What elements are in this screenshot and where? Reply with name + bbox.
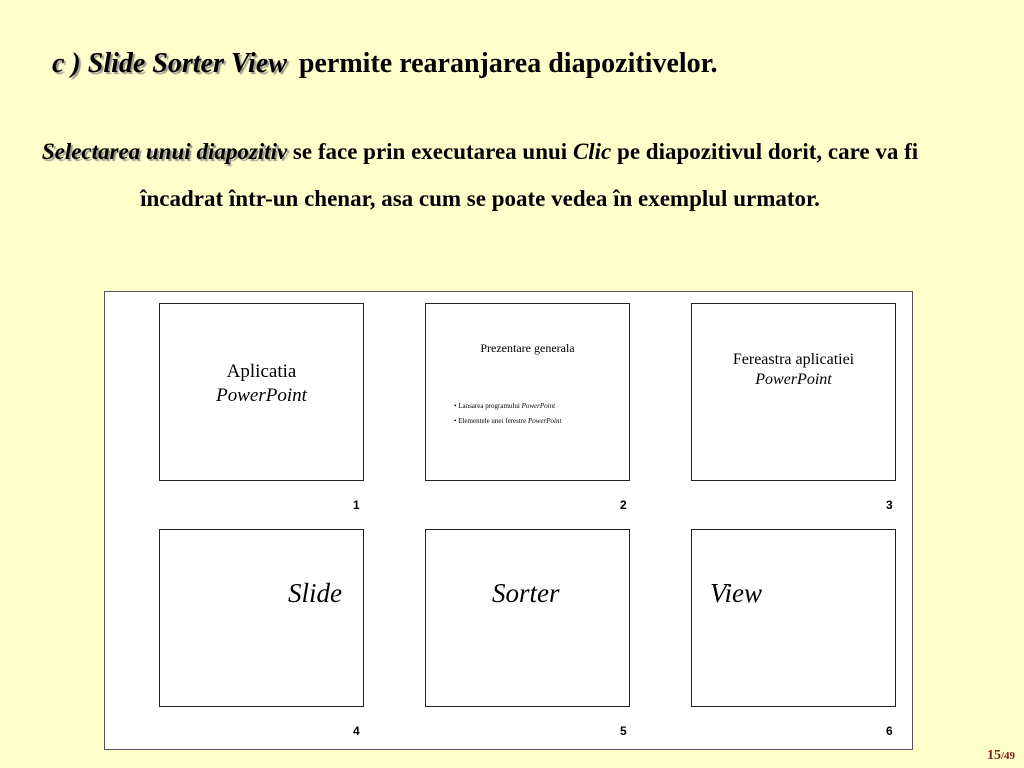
slide-number-1: 1 [353, 498, 360, 512]
slide-thumbnail-3[interactable] [691, 303, 896, 481]
slide-4-word: Slide [288, 578, 342, 608]
page-total: /49 [1000, 750, 1015, 762]
slide-sorter-panel [104, 291, 913, 750]
page-current: 15 [986, 748, 1001, 763]
heading [52, 48, 718, 80]
slide-thumbnail-2[interactable] [425, 303, 630, 481]
paragraph-clic: Clic [572, 139, 612, 164]
slide-2-bullet-2: • Elementele unei ferestre PowerPoint [454, 417, 562, 425]
description-paragraph [40, 128, 920, 222]
slide-2-title: Prezentare generala [480, 341, 575, 355]
slide-thumbnail-1[interactable] [159, 303, 364, 481]
page-number [987, 748, 1015, 764]
paragraph-text-2: pe diapozitivul dorit, care va fi încadrat într-un chenar, asa cum se poate vedea în exemplul urmator. [140, 139, 919, 211]
slide-number-5: 5 [620, 724, 627, 738]
slide-3-line1: Fereastra aplicatiei [732, 351, 855, 368]
heading-view-name: c ) Slide Sorter View [52, 48, 287, 79]
slide-thumbnail-4[interactable] [159, 529, 364, 707]
slide-number-4: 4 [353, 724, 360, 738]
slide-number-6: 6 [886, 724, 893, 738]
slide-1-line2: PowerPoint [216, 385, 307, 406]
slide-5-word: Sorter [492, 578, 560, 608]
heading-text: permite rearanjarea diapozitivelor. [298, 48, 718, 79]
slide-2-bullet-1: • Lansarea programului PowerPoint [454, 402, 556, 410]
slide-1-line1: Aplicatia [226, 361, 297, 382]
slide-thumbnail-6[interactable] [691, 529, 896, 707]
paragraph-emphasis: Selectarea unui diapozitiv [41, 139, 288, 164]
slide-6-word: View [710, 578, 762, 608]
slide-number-3: 3 [886, 498, 893, 512]
slide-2-bullets [454, 399, 561, 429]
slide-thumbnail-5[interactable] [425, 529, 630, 707]
slide-number-2: 2 [620, 498, 627, 512]
slide-3-line2: PowerPoint [755, 371, 832, 388]
paragraph-text-1: se face prin executarea unui [287, 139, 573, 164]
